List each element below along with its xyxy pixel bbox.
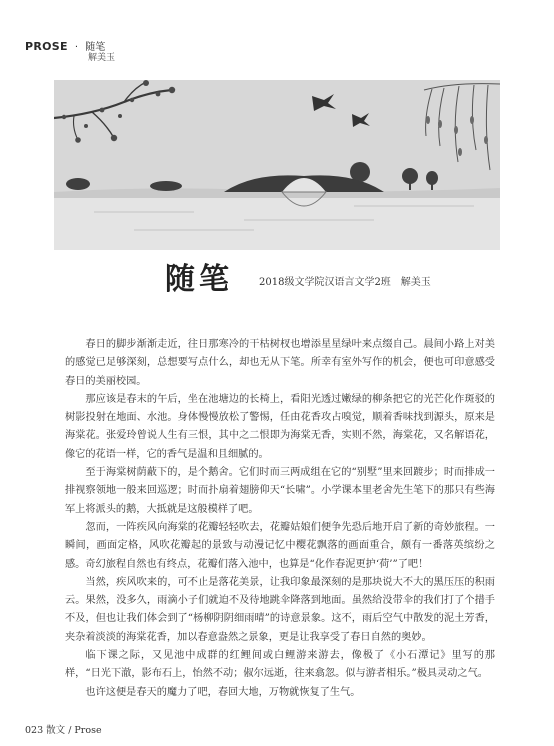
willow-branches [424, 84, 500, 170]
article-title-block [165, 254, 505, 297]
paragraph: 也许这便是春天的魔力了吧，春回大地，万物就恢复了生气。 [85, 686, 361, 698]
paragraph: 春日的脚步渐渐走近，往日那寒冷的干枯树杈也增添星星绿叶来点缀自己。晨间小路上对美的感觉已足够深刻，总想要写点什么，却也无从下笔。所幸有室外写作的机会，便也可印意感受春日的美丽校园。 [65, 339, 495, 387]
page-number: 023 [25, 725, 44, 736]
flowering-branch [54, 82, 172, 140]
paragraph: 当然，疾风吹来的，可不止是落花美景，让我印象最深刻的是那块说大不大的黑压压的积雨云。果然，没多久，雨滴小子们就迫不及待地跳伞降落到地面。虽然给没带伞的我们打了个措手不及，但也让我们体会到了“杨柳阴阴细雨晴”的诗意景象。这不，雨后空气中散发的泥土芳香，夹杂着淡淡的海棠花香，加以春意盎然之景象，更是让我享受了春日自然的奥妙。 [65, 576, 495, 643]
paragraph: 忽而，一阵疾风向海棠的花瓣轻轻吹去，花瓣姑娘们便争先恐后地开启了新的奇妙旅程。一瞬间，画面定格，风吹花瓣起的景致与动漫记忆中樱花飘落的画面重合，颇有一番落英缤纷之感。奇幻旅程自然也有终点，花瓣们落入池中，也算是“化作春泥更护‘荷’”了吧！ [65, 521, 495, 570]
article-byline: 2018级文学院汉语言文学2班 解美玉 [259, 277, 431, 288]
header-author: 解美玉 [88, 53, 116, 63]
paragraph: 临下课之际，又见池中成群的红鲤间或白鲤游来游去，像极了《小石潭记》里写的那样，“日光下澈，影布石上，怡然不动；俶尔远逝，往来翕忽。似与游者相乐。”极具灵动之气。 [65, 650, 495, 680]
footer-text: 散文 / Prose [46, 725, 102, 736]
swallow-birds [312, 94, 370, 127]
section-label: PROSE [25, 40, 68, 53]
blossoms [62, 80, 175, 143]
hero-illustration [54, 80, 500, 250]
article-title: 随笔 [165, 262, 233, 297]
willow-leaves [426, 116, 488, 156]
article-body [65, 336, 495, 702]
paragraph: 至于海棠树荫蔽下的，是个鹅舍。它们时而三两成组在它的“别墅”里来回踱步；时而排成一排视察领地一般来回巡逻；时而扑扇着翅膀仰天“长啸”。小学课本里老舍先生笔下的那只有些海军上将派头的鹅，大抵就是这般模样了吧。 [65, 467, 495, 515]
page-footer [25, 722, 102, 736]
paragraph: 那应该是春末的午后，坐在池塘边的长椅上，看阳光透过嫩绿的柳条把它的光芒化作斑驳的树影投射在地面、水池。身体慢慢放松了警惕，任由花香攻占嗅觉，顺着香味找到源头，原来是海棠花。张爱玲曾说人生有三恨，其中之二恨即为海棠无香，实则不然，海棠花，又名解语花，像它的花语一样，它的香气是温和且细腻的。 [65, 393, 495, 460]
landscape-illustration [54, 80, 500, 250]
lake [54, 192, 500, 250]
category-label: 随笔 [85, 42, 106, 53]
header-separator: · [74, 42, 79, 53]
